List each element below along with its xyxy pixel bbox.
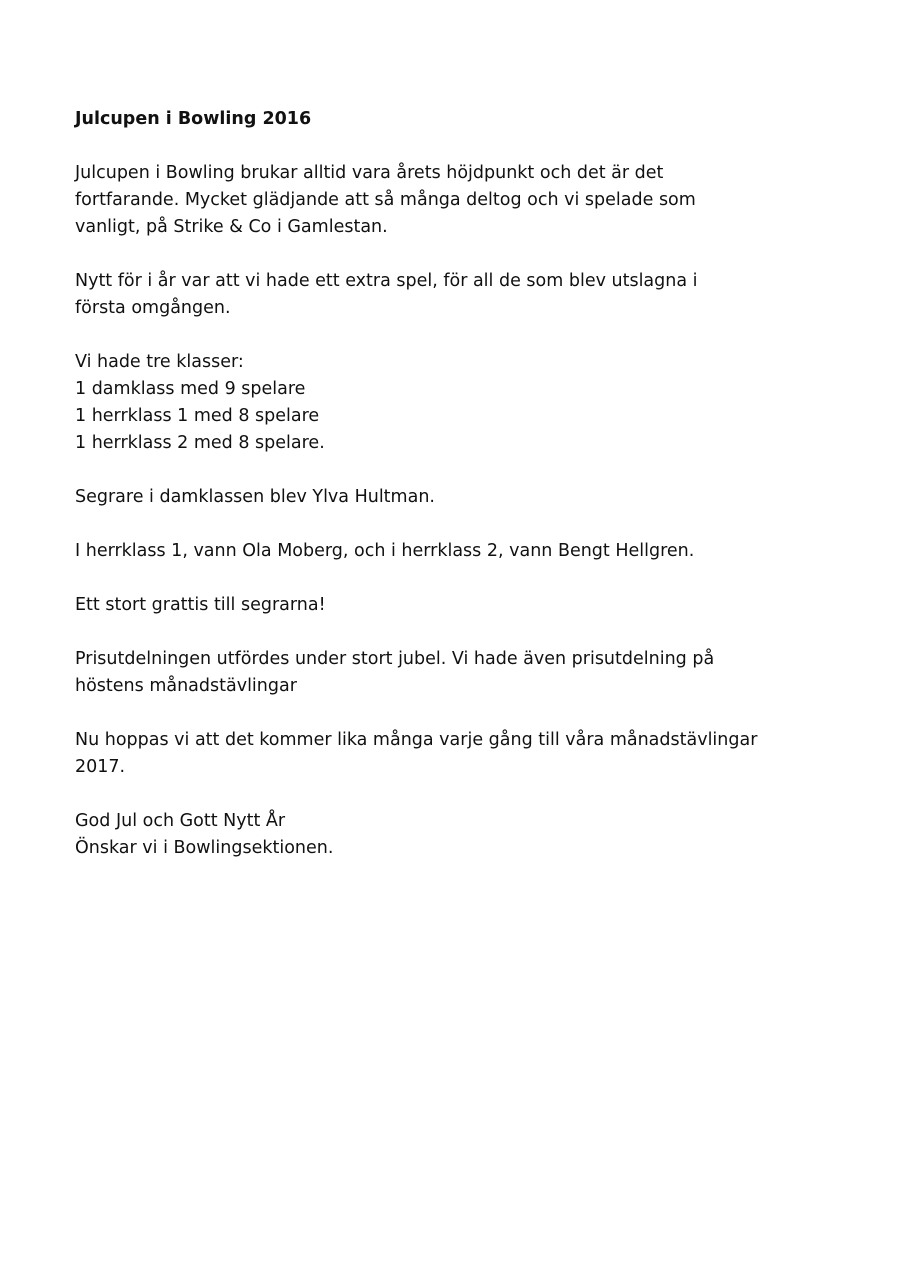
- paragraph-line: första omgången.: [75, 298, 231, 318]
- signature-line: Önskar vi i Bowlingsektionen.: [75, 838, 334, 858]
- paragraph-line: 2017.: [75, 757, 126, 777]
- paragraph-line: Prisutdelningen utfördes under stort jubel. Vi hade även prisutdelning på: [75, 649, 715, 669]
- paragraph-new-this-year: [75, 268, 835, 322]
- paragraph-intro: [75, 160, 835, 241]
- paragraph-line: Julcupen i Bowling brukar alltid vara årets höjdpunkt och det är det: [75, 163, 664, 183]
- class-item: 1 herrklass 1 med 8 spelare: [75, 406, 320, 426]
- closing-line: God Jul och Gott Nytt År: [75, 811, 286, 831]
- paragraph-line: höstens månadstävlingar: [75, 676, 297, 696]
- paragraph-line: I herrklass 1, vann Ola Moberg, och i herrklass 2, vann Bengt Hellgren.: [75, 541, 695, 561]
- paragraph-hope: [75, 727, 835, 781]
- class-item: 1 herrklass 2 med 8 spelare.: [75, 433, 325, 453]
- paragraph-classes: [75, 349, 835, 457]
- paragraph-line: vanligt, på Strike & Co i Gamlestan.: [75, 217, 388, 237]
- paragraph-congratulations: [75, 592, 835, 619]
- paragraph-line: Nytt för i år var att vi hade ett extra spel, för all de som blev utslagna i: [75, 271, 698, 291]
- paragraph-line: fortfarande. Mycket glädjande att så många deltog och vi spelade som: [75, 190, 696, 210]
- paragraph-closing: [75, 808, 835, 862]
- paragraph-line: Nu hoppas vi att det kommer lika många varje gång till våra månadstävlingar: [75, 730, 758, 750]
- class-item: 1 damklass med 9 spelare: [75, 379, 306, 399]
- paragraph-awards: [75, 646, 835, 700]
- document-page: [75, 106, 835, 889]
- paragraph-line: Ett stort grattis till segrarna!: [75, 595, 326, 615]
- document-title: Julcupen i Bowling 2016: [75, 109, 312, 129]
- paragraph-line: Vi hade tre klasser:: [75, 352, 244, 372]
- paragraph-men-winners: [75, 538, 835, 565]
- paragraph-women-winner: [75, 484, 835, 511]
- paragraph-line: Segrare i damklassen blev Ylva Hultman.: [75, 487, 435, 507]
